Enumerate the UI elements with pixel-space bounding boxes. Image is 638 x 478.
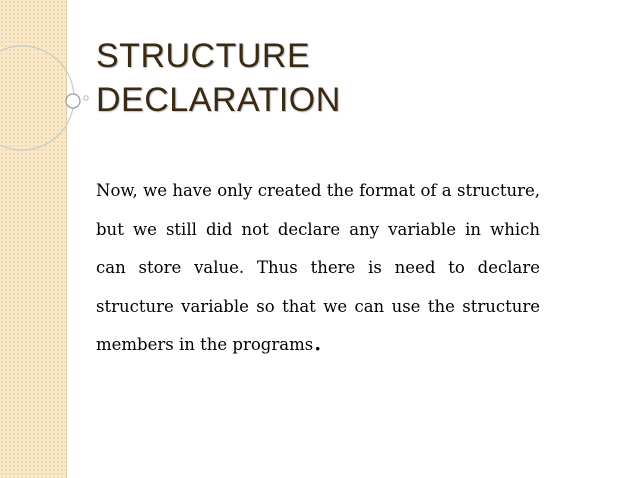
body-end-period: . <box>313 324 323 357</box>
tiny-circle-icon <box>84 96 88 100</box>
slide-title-line-1: STRUCTURE <box>96 37 311 75</box>
small-circle-icon <box>66 94 80 108</box>
slide-title <box>96 34 596 122</box>
slide-title-line-2: DECLARATION <box>96 81 341 119</box>
circle-outline-icon <box>0 46 74 150</box>
body-paragraph: Now, we have only created the format of a structure, but we still did not declare any variable in which can store value. Thus there is need to declare structure variable so that we can use the structure members in the programs <box>96 181 540 354</box>
slide-body-text <box>96 172 540 365</box>
